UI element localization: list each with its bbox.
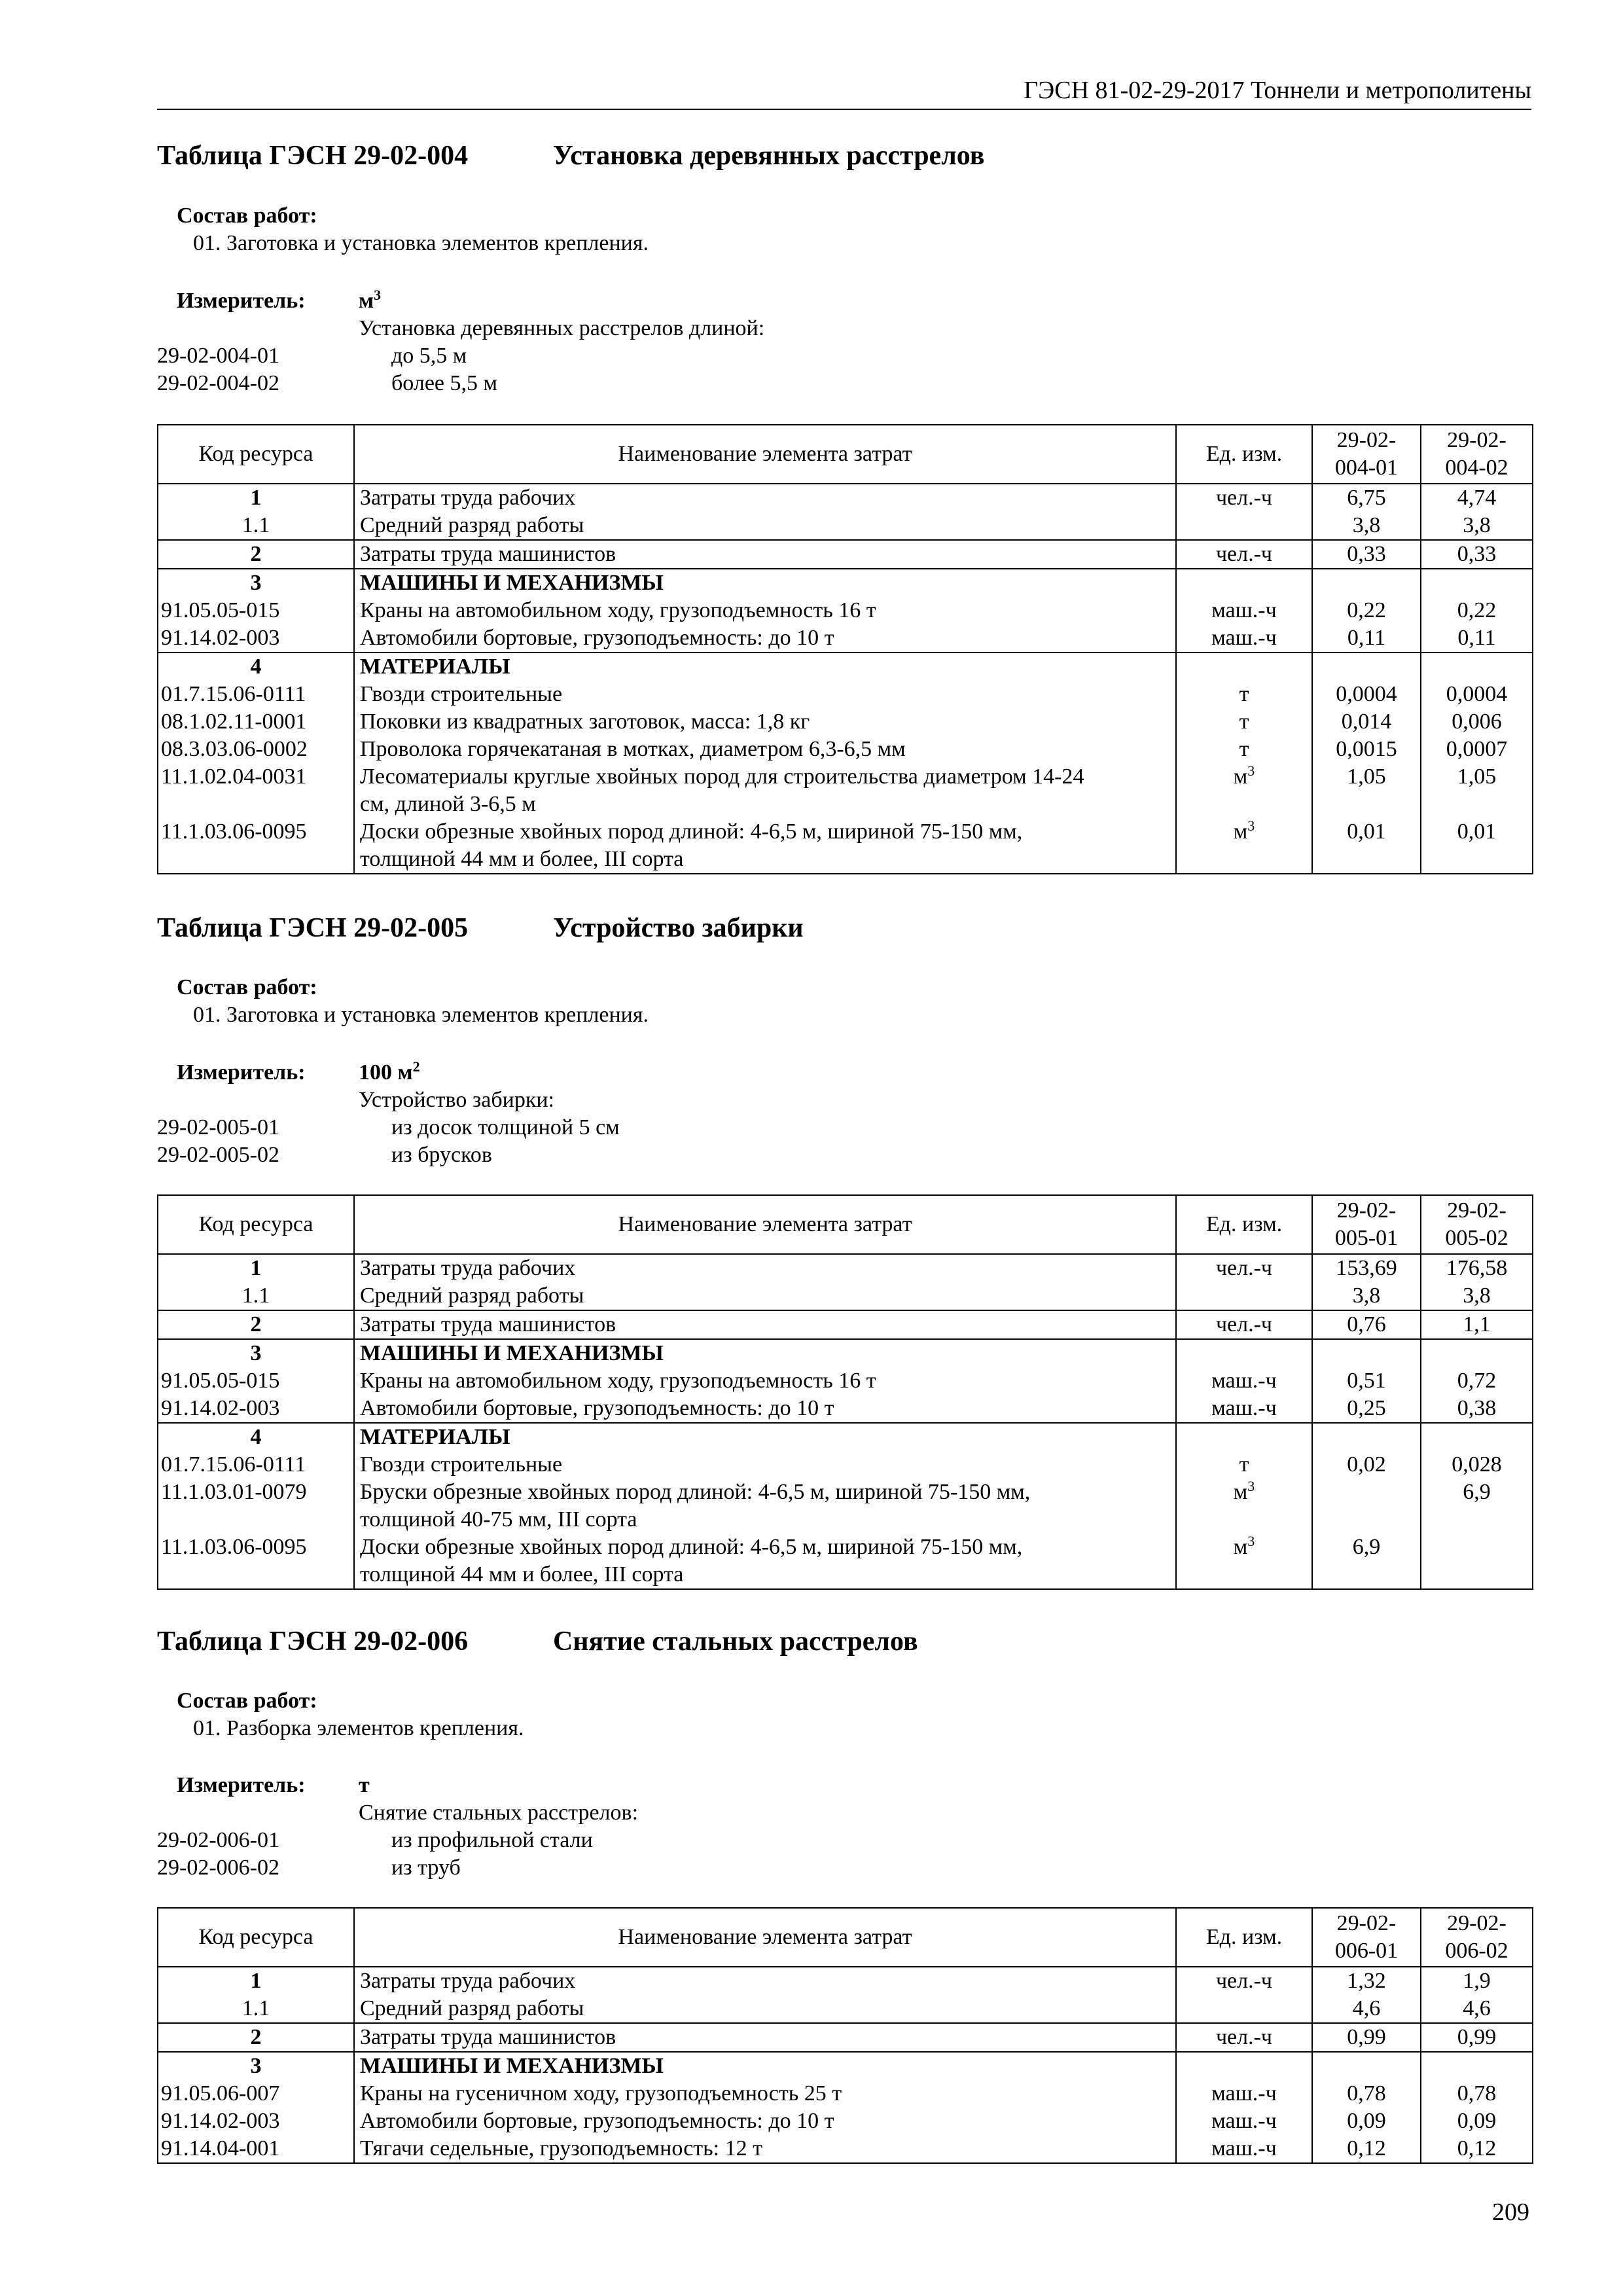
table-cell: 08.1.02.11-0001 [158, 708, 354, 736]
cell-text: 006-01 [1334, 1939, 1399, 1963]
table-cell: 91.05.05-015 [158, 1367, 354, 1395]
table-cell: Затраты труда машинистов [354, 1310, 1176, 1339]
table-cell: 3,8 [1421, 512, 1533, 540]
table-row [158, 653, 1533, 681]
cell-text: 29-02- [1336, 1911, 1397, 1935]
table-cell: 91.14.02-003 [158, 624, 354, 653]
table-cell [1176, 1423, 1312, 1451]
table-row [158, 1451, 1533, 1479]
variant-description: из профильной стали [391, 1828, 593, 1852]
table-cell [1421, 569, 1533, 597]
table-title: Снятие стальных расстрелов [553, 1626, 918, 1657]
table-cell: 1,1 [1421, 1310, 1533, 1339]
cell-text: 3 [1247, 762, 1255, 779]
variant-description: из брусков [391, 1143, 492, 1167]
column-header-unit: Ед. изм. [1176, 1195, 1312, 1254]
table-cell: Средний разряд работы [354, 1995, 1176, 2023]
table-cell [1176, 512, 1312, 540]
resource-table [157, 1907, 1533, 2164]
variant-code: 29-02-005-01 [157, 1115, 279, 1139]
cell-text: толщиной 44 мм и более, III сорта [360, 847, 684, 871]
table-cell: 0,01 [1312, 818, 1421, 874]
table-cell: Автомобили бортовые, грузоподъемность: до 10 т [354, 624, 1176, 653]
table-title: Установка деревянных расстрелов [553, 141, 985, 171]
cell-text: 005-02 [1445, 1226, 1508, 1250]
table-cell: Краны на автомобильном ходу, грузоподъемность 16 т [354, 597, 1176, 624]
table-heading [157, 911, 804, 945]
table-cell [1312, 2052, 1421, 2080]
table-cell: 0,09 [1421, 2108, 1533, 2135]
table-cell: 0,028 [1421, 1451, 1533, 1479]
column-header-variant-b [1421, 425, 1533, 484]
table-cell: 3,8 [1421, 1282, 1533, 1310]
table-cell: чел.-ч [1176, 1310, 1312, 1339]
table-cell: маш.-ч [1176, 624, 1312, 653]
table-row [158, 484, 1533, 512]
table-cell: 0,78 [1421, 2080, 1533, 2108]
cell-text: Доски обрезные хвойных пород длиной: 4-6,5 м, шириной 75-150 мм, [360, 819, 1023, 844]
table-cell: 1 [158, 1254, 354, 1282]
cell-text: см, длиной 3-6,5 м [360, 792, 536, 816]
table-row [158, 1534, 1533, 1589]
table-cell: 0,78 [1312, 2080, 1421, 2108]
table-row [158, 569, 1533, 597]
table-cell: 0,02 [1312, 1451, 1421, 1479]
table-cell [1176, 653, 1312, 681]
work-composition-label: Состав работ: [177, 1689, 317, 1713]
table-row [158, 736, 1533, 763]
table-cell [1176, 763, 1312, 818]
table-cell: 0,0004 [1312, 681, 1421, 708]
table-row [158, 1339, 1533, 1367]
table-cell: МАТЕРИАЛЫ [354, 1423, 1176, 1451]
table-row [158, 1254, 1533, 1282]
variant-code: 29-02-004-02 [157, 371, 279, 395]
work-composition-item: 01. Разборка элементов крепления. [193, 1716, 524, 1740]
table-cell: 1,9 [1421, 1967, 1533, 1995]
table-cell: 91.05.05-015 [158, 597, 354, 624]
table-cell: чел.-ч [1176, 540, 1312, 569]
table-heading [157, 1624, 918, 1659]
cell-text: м [1233, 819, 1248, 844]
table-cell: 2 [158, 1310, 354, 1339]
table-cell: т [1176, 708, 1312, 736]
table-row [158, 512, 1533, 540]
cell-text: м [359, 289, 374, 313]
table-cell: 01.7.15.06-0111 [158, 1451, 354, 1479]
meter-value [359, 1771, 370, 1800]
table-cell: 176,58 [1421, 1254, 1533, 1282]
column-header-code: Код ресурса [158, 1195, 354, 1254]
table-row [158, 2023, 1533, 2052]
resource-table [157, 424, 1533, 874]
table-cell: 91.14.02-003 [158, 1395, 354, 1423]
table-cell: 1.1 [158, 512, 354, 540]
table-cell: 1,32 [1312, 1967, 1421, 1995]
table-cell: маш.-ч [1176, 2108, 1312, 2135]
table-cell: МАШИНЫ И МЕХАНИЗМЫ [354, 2052, 1176, 2080]
cell-text: толщиной 40-75 мм, III сорта [360, 1507, 637, 1532]
table-cell: 3 [158, 569, 354, 597]
table-cell: 3 [158, 1339, 354, 1367]
cell-text: м [1233, 1480, 1248, 1504]
table-cell [1176, 1282, 1312, 1310]
table-row [158, 681, 1533, 708]
table-cell: Затраты труда рабочих [354, 484, 1176, 512]
table-cell: 4,6 [1421, 1995, 1533, 2023]
cell-text: т [359, 1773, 370, 1797]
table-heading [157, 139, 985, 173]
table-cell: Гвозди строительные [354, 681, 1176, 708]
table-cell: 1.1 [158, 1282, 354, 1310]
cell-text: 006-02 [1445, 1939, 1508, 1963]
table-cell: маш.-ч [1176, 1395, 1312, 1423]
table-row [158, 2108, 1533, 2135]
table-row [158, 2080, 1533, 2108]
table-cell [1312, 653, 1421, 681]
table-cell: 6,9 [1312, 1534, 1421, 1589]
variant-code: 29-02-006-02 [157, 1856, 279, 1880]
column-header-variant-b [1421, 1908, 1533, 1967]
cell-text: 100 м [359, 1060, 413, 1085]
table-cell: маш.-ч [1176, 1367, 1312, 1395]
table-cell: 0,33 [1312, 540, 1421, 569]
table-cell: 0,99 [1312, 2023, 1421, 2052]
variants-subtitle: Снятие стальных расстрелов: [359, 1801, 639, 1825]
table-cell: Средний разряд работы [354, 512, 1176, 540]
variant-description: из труб [391, 1856, 461, 1880]
table-cell: 1,05 [1312, 763, 1421, 818]
table-cell: 0,11 [1312, 624, 1421, 653]
table-cell: 1 [158, 484, 354, 512]
table-row [158, 2135, 1533, 2163]
cell-text: 3 [1247, 1478, 1255, 1494]
table-row [158, 1282, 1533, 1310]
table-cell: Затраты труда рабочих [354, 1967, 1176, 1995]
cell-text: 3 [1247, 817, 1255, 834]
table-cell: 3,8 [1312, 512, 1421, 540]
column-header-code: Код ресурса [158, 425, 354, 484]
column-header-variant-b [1421, 1195, 1533, 1254]
table-header-row [158, 1195, 1533, 1254]
table-row [158, 624, 1533, 653]
work-composition-label: Состав работ: [177, 975, 317, 999]
table-cell [1176, 818, 1312, 874]
table-cell: 4 [158, 1423, 354, 1451]
table-cell: 1,05 [1421, 763, 1533, 818]
table-row [158, 708, 1533, 736]
cell-text: м [1233, 764, 1248, 789]
table-cell: МАШИНЫ И МЕХАНИЗМЫ [354, 1339, 1176, 1367]
table-row [158, 1395, 1533, 1423]
table-cell: 0,76 [1312, 1310, 1421, 1339]
table-cell [1421, 2052, 1533, 2080]
table-cell [354, 1479, 1176, 1534]
cell-text: 29-02- [1447, 1911, 1507, 1935]
table-cell: 6,75 [1312, 484, 1421, 512]
table-cell: 0,25 [1312, 1395, 1421, 1423]
meter-value [359, 287, 381, 315]
table-cell: Краны на гусеничном ходу, грузоподъемность 25 т [354, 2080, 1176, 2108]
table-cell [1421, 1339, 1533, 1367]
cell-text: Лесоматериалы круглые хвойных пород для строительства диаметром 14-24 [360, 764, 1084, 789]
table-row [158, 2052, 1533, 2080]
table-cell [1176, 569, 1312, 597]
table-cell: 0,33 [1421, 540, 1533, 569]
table-cell: Автомобили бортовые, грузоподъемность: до 10 т [354, 2108, 1176, 2135]
table-cell: маш.-ч [1176, 597, 1312, 624]
table-cell: 01.7.15.06-0111 [158, 681, 354, 708]
table-cell: 0,014 [1312, 708, 1421, 736]
table-cell: 3,8 [1312, 1282, 1421, 1310]
table-cell: 91.05.06-007 [158, 2080, 354, 2108]
table-cell [1312, 1423, 1421, 1451]
variants-subtitle: Установка деревянных расстрелов длиной: [359, 316, 765, 340]
table-row [158, 818, 1533, 874]
table-cell: т [1176, 1451, 1312, 1479]
table-row [158, 1423, 1533, 1451]
table-cell: чел.-ч [1176, 2023, 1312, 2052]
table-cell [1421, 1423, 1533, 1451]
cell-text: 005-01 [1334, 1226, 1399, 1250]
table-cell: 4 [158, 653, 354, 681]
column-header-variant-a [1312, 1195, 1421, 1254]
table-cell: 0,0007 [1421, 736, 1533, 763]
meter-label: Измеритель: [177, 1060, 306, 1085]
table-cell: Затраты труда рабочих [354, 1254, 1176, 1282]
table-cell: Средний разряд работы [354, 1282, 1176, 1310]
table-number: Таблица ГЭСН 29-02-005 [157, 913, 469, 943]
table-cell: 0,0004 [1421, 681, 1533, 708]
table-cell: 0,72 [1421, 1367, 1533, 1395]
table-cell: Поковки из квадратных заготовок, масса: 1,8 кг [354, 708, 1176, 736]
variant-code: 29-02-006-01 [157, 1828, 279, 1852]
cell-text: м [1233, 1535, 1248, 1559]
table-cell: 0,51 [1312, 1367, 1421, 1395]
cell-text: Бруски обрезные хвойных пород длиной: 4-6,5 м, шириной 75-150 мм, [360, 1480, 1031, 1504]
document-header: ГЭСН 81-02-29-2017 Тоннели и метрополитены [157, 75, 1531, 110]
table-header-row [158, 1908, 1533, 1967]
page-number: 209 [1492, 2198, 1529, 2226]
table-cell: 3 [158, 2052, 354, 2080]
table-cell: 4,6 [1312, 1995, 1421, 2023]
table-cell: т [1176, 736, 1312, 763]
table-cell [1312, 1479, 1421, 1534]
table-header-row [158, 425, 1533, 484]
table-cell [1421, 1534, 1533, 1589]
table-cell: 4,74 [1421, 484, 1533, 512]
table-cell [1176, 2052, 1312, 2080]
column-header-unit: Ед. изм. [1176, 1908, 1312, 1967]
table-cell: 0,38 [1421, 1395, 1533, 1423]
table-cell [1312, 1339, 1421, 1367]
table-cell: Проволока горячекатаная в мотках, диаметром 6,3-6,5 мм [354, 736, 1176, 763]
variant-code: 29-02-004-01 [157, 344, 279, 368]
cell-text: 29-02- [1336, 1198, 1397, 1223]
cell-text: Доски обрезные хвойных пород длиной: 4-6,5 м, шириной 75-150 мм, [360, 1535, 1023, 1559]
work-composition-label: Состав работ: [177, 204, 317, 228]
table-cell: Краны на автомобильном ходу, грузоподъемность 16 т [354, 1367, 1176, 1395]
table-row [158, 597, 1533, 624]
table-number: Таблица ГЭСН 29-02-006 [157, 1626, 469, 1657]
variant-description: из досок толщиной 5 см [391, 1115, 620, 1139]
cell-text: 29-02- [1447, 428, 1507, 452]
cell-text: 004-02 [1445, 456, 1508, 480]
table-row [158, 1479, 1533, 1534]
work-composition-item: 01. Заготовка и установка элементов крепления. [193, 231, 649, 255]
table-cell: 1.1 [158, 1995, 354, 2023]
table-row [158, 1367, 1533, 1395]
table-cell [354, 763, 1176, 818]
table-cell: МАТЕРИАЛЫ [354, 653, 1176, 681]
table-cell [1312, 569, 1421, 597]
table-cell: 91.14.02-003 [158, 2108, 354, 2135]
table-cell: 0,22 [1421, 597, 1533, 624]
table-cell: Затраты труда машинистов [354, 2023, 1176, 2052]
table-cell [1176, 1995, 1312, 2023]
cell-text: 004-01 [1334, 456, 1399, 480]
meter-label: Измеритель: [177, 289, 306, 313]
table-cell: Затраты труда машинистов [354, 540, 1176, 569]
table-cell: Автомобили бортовые, грузоподъемность: до 10 т [354, 1395, 1176, 1423]
table-cell: Гвозди строительные [354, 1451, 1176, 1479]
table-cell: 1 [158, 1967, 354, 1995]
table-cell: 0,11 [1421, 624, 1533, 653]
table-cell: т [1176, 681, 1312, 708]
cell-text: 3 [374, 287, 382, 303]
table-cell: 0,0015 [1312, 736, 1421, 763]
column-header-variant-a [1312, 425, 1421, 484]
table-row [158, 540, 1533, 569]
table-cell: 2 [158, 2023, 354, 2052]
table-cell: 0,01 [1421, 818, 1533, 874]
table-cell: маш.-ч [1176, 2135, 1312, 2163]
table-cell: 0,09 [1312, 2108, 1421, 2135]
cell-text: 29-02- [1447, 1198, 1507, 1223]
cell-text: 3 [1247, 1533, 1255, 1549]
table-cell: 6,9 [1421, 1479, 1533, 1534]
meter-value [359, 1058, 420, 1087]
table-cell [354, 818, 1176, 874]
resource-table [157, 1194, 1533, 1590]
table-cell: 11.1.03.06-0095 [158, 818, 354, 874]
table-cell: 0,12 [1421, 2135, 1533, 2163]
table-cell: Тягачи седельные, грузоподъемность: 12 т [354, 2135, 1176, 2163]
table-cell [1176, 1479, 1312, 1534]
table-cell [1176, 1534, 1312, 1589]
table-cell: 11.1.03.06-0095 [158, 1534, 354, 1589]
table-cell: 2 [158, 540, 354, 569]
table-cell [1421, 653, 1533, 681]
column-header-name: Наименование элемента затрат [354, 1908, 1176, 1967]
table-cell: МАШИНЫ И МЕХАНИЗМЫ [354, 569, 1176, 597]
work-composition-item: 01. Заготовка и установка элементов крепления. [193, 1003, 649, 1027]
cell-text: 29-02- [1336, 428, 1397, 452]
table-cell [354, 1534, 1176, 1589]
table-cell: маш.-ч [1176, 2080, 1312, 2108]
column-header-variant-a [1312, 1908, 1421, 1967]
table-cell: 153,69 [1312, 1254, 1421, 1282]
table-row [158, 763, 1533, 818]
table-cell: 0,22 [1312, 597, 1421, 624]
table-row [158, 1995, 1533, 2023]
cell-text: толщиной 44 мм и более, III сорта [360, 1562, 684, 1587]
table-cell: чел.-ч [1176, 484, 1312, 512]
table-cell: 11.1.02.04-0031 [158, 763, 354, 818]
table-cell: 11.1.03.01-0079 [158, 1479, 354, 1534]
column-header-name: Наименование элемента затрат [354, 425, 1176, 484]
column-header-code: Код ресурса [158, 1908, 354, 1967]
table-cell: чел.-ч [1176, 1254, 1312, 1282]
variants-subtitle: Устройство забирки: [359, 1088, 554, 1112]
table-row [158, 1967, 1533, 1995]
table-number: Таблица ГЭСН 29-02-004 [157, 141, 469, 171]
table-cell: 0,006 [1421, 708, 1533, 736]
table-row [158, 1310, 1533, 1339]
table-cell: чел.-ч [1176, 1967, 1312, 1995]
table-cell [1176, 1339, 1312, 1367]
table-cell: 0,12 [1312, 2135, 1421, 2163]
variant-description: до 5,5 м [391, 344, 467, 368]
table-cell: 08.3.03.06-0002 [158, 736, 354, 763]
table-cell: 0,99 [1421, 2023, 1533, 2052]
table-cell: 91.14.04-001 [158, 2135, 354, 2163]
column-header-unit: Ед. изм. [1176, 425, 1312, 484]
variant-description: более 5,5 м [391, 371, 498, 395]
column-header-name: Наименование элемента затрат [354, 1195, 1176, 1254]
cell-text: 2 [412, 1058, 420, 1075]
variant-code: 29-02-005-02 [157, 1143, 279, 1167]
meter-label: Измеритель: [177, 1773, 306, 1797]
table-title: Устройство забирки [553, 913, 804, 943]
